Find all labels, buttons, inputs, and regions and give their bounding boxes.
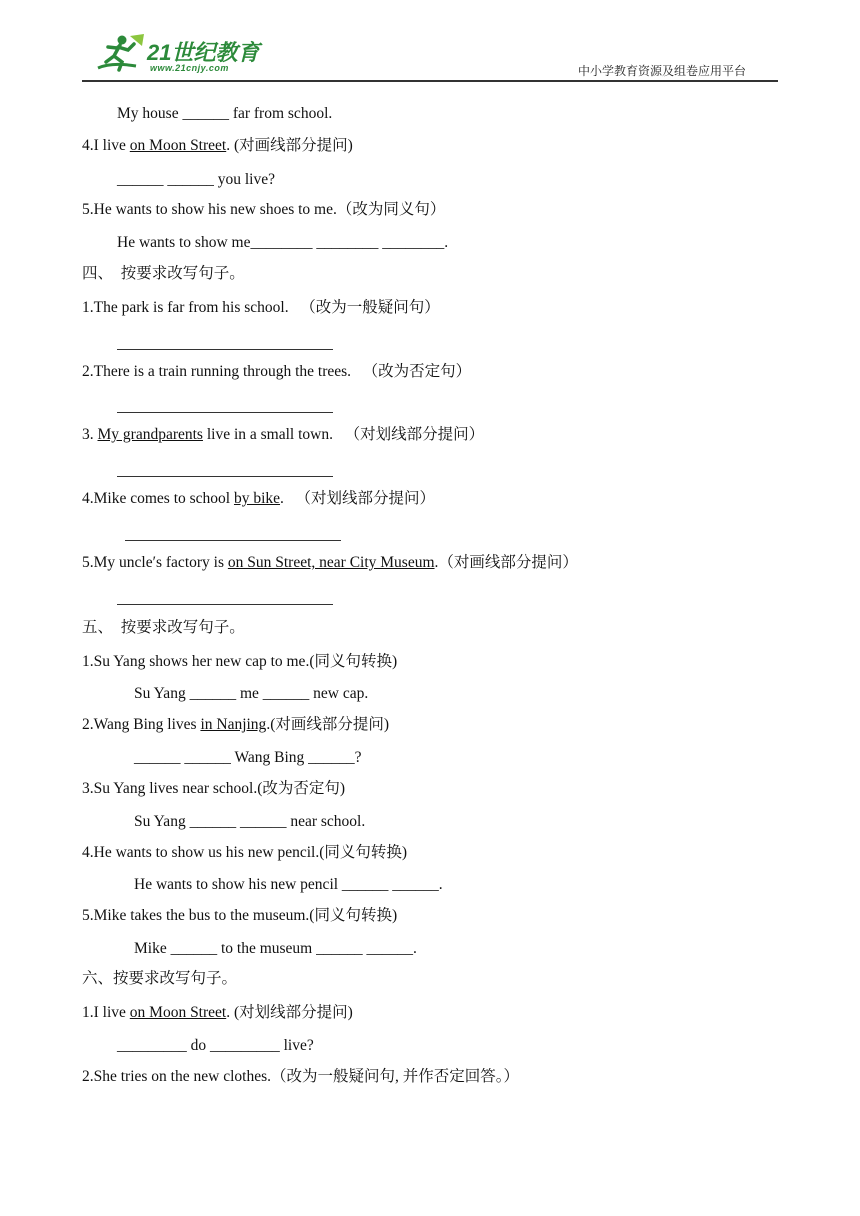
question-instruction: live in a small town. （对划线部分提问）	[202, 426, 485, 443]
answer-blank	[117, 349, 333, 350]
question-line: 4.He wants to show us his new pencil.(同义句转换)	[82, 844, 408, 861]
question-line: 5.Mike takes the bus to the museum.(同义句转换)	[82, 907, 398, 924]
underlined-phrase: by bike	[233, 490, 281, 507]
answer-line: My house ______ far from school.	[117, 105, 333, 122]
question-text: 2.Wang Bing lives	[82, 716, 201, 733]
question-text: 4.I live	[82, 137, 130, 154]
answer-line: ______ ______ Wang Bing ______?	[134, 749, 362, 766]
answer-line: He wants to show his new pencil ______ ______.	[134, 876, 443, 893]
underlined-phrase: on Sun Street, near City Museum	[227, 554, 435, 571]
page-header	[82, 30, 778, 82]
answer-line: Mike ______ to the museum ______ ______.	[134, 940, 417, 957]
runner-logo-icon	[92, 32, 148, 76]
question-line: 3.Su Yang lives near school.(改为否定句)	[82, 780, 346, 797]
underlined-phrase: My grandparents	[97, 426, 203, 443]
question-line: 2.There is a train running through the trees. （改为否定句）	[82, 363, 472, 380]
logo-url: www.21cnjy.com	[150, 63, 229, 73]
answer-line: ______ ______ you live?	[117, 171, 275, 188]
answer-line: _________ do _________ live?	[117, 1037, 314, 1054]
answer-blank	[117, 412, 333, 413]
section-heading: 六、按要求改写句子。	[82, 970, 238, 987]
question-instruction: . (对划线部分提问)	[226, 1004, 353, 1021]
answer-line: He wants to show me________ ________ ________.	[117, 234, 449, 251]
answer-blank	[117, 604, 333, 605]
question-line	[82, 427, 484, 443]
site-logo	[92, 32, 272, 76]
platform-label: 中小学教育资源及组卷应用平台	[577, 64, 746, 78]
question-line	[82, 491, 435, 507]
question-instruction: .（对画线部分提问）	[434, 554, 578, 571]
question-instruction: . （对划线部分提问）	[280, 490, 436, 507]
question-instruction: .(对画线部分提问)	[266, 716, 390, 733]
question-line: 2.She tries on the new clothes.（改为一般疑问句, 并作否定回答。）	[82, 1068, 519, 1085]
answer-blank	[125, 540, 341, 541]
question-text: 5.My uncle′s factory is	[82, 554, 228, 571]
question-line: 1.The park is far from his school. （改为一般疑问句）	[82, 299, 440, 316]
question-text: 3.	[82, 426, 98, 443]
header-divider	[82, 80, 778, 82]
question-line: 5.He wants to show his new shoes to me.（改为同义句）	[82, 201, 446, 218]
question-text: 1.I live	[82, 1004, 130, 1021]
answer-line: Su Yang ______ ______ near school.	[134, 813, 366, 830]
question-line	[82, 717, 389, 733]
answer-line: Su Yang ______ me ______ new cap.	[134, 685, 369, 702]
question-line	[82, 555, 578, 571]
question-line: 1.Su Yang shows her new cap to me.(同义句转换)	[82, 653, 398, 670]
question-line	[82, 138, 353, 154]
logo-text: 21世纪教育	[147, 40, 260, 65]
question-instruction: . (对画线部分提问)	[226, 137, 353, 154]
question-text: 4.Mike comes to school	[82, 490, 234, 507]
question-line	[82, 1005, 353, 1021]
section-heading: 四、 按要求改写句子。	[82, 265, 245, 282]
answer-blank	[117, 476, 333, 477]
section-heading: 五、 按要求改写句子。	[82, 619, 245, 636]
underlined-phrase: in Nanjing	[200, 716, 267, 733]
underlined-phrase: on Moon Street	[129, 1004, 227, 1021]
underlined-phrase: on Moon Street	[129, 137, 227, 154]
